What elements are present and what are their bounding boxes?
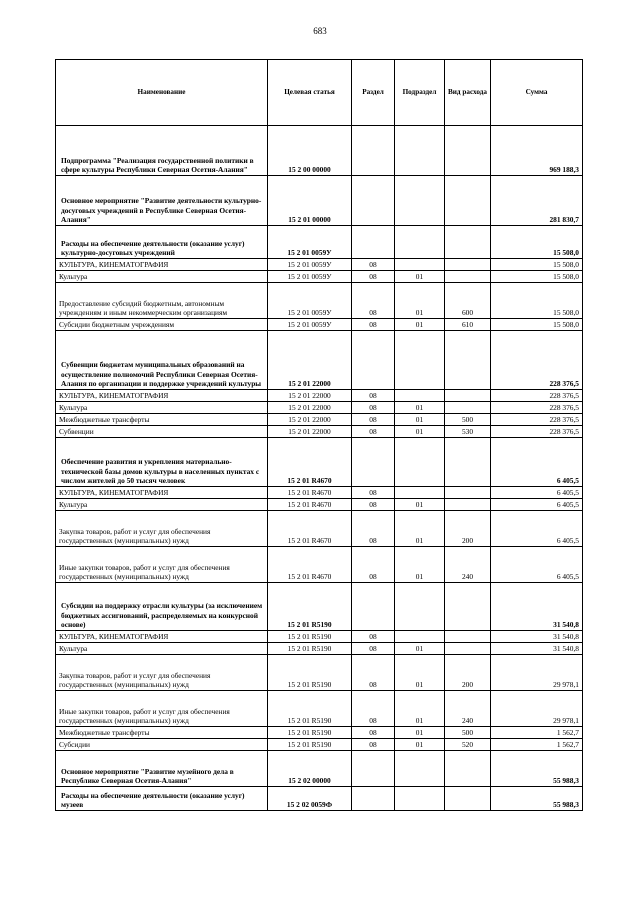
cell-name: Закупка товаров, работ и услуг для обеспечения государственных (муниципальных) нужд	[56, 511, 268, 547]
cell-type	[445, 271, 491, 283]
table-row	[56, 414, 583, 426]
cell-sum: 15 508,0	[491, 259, 583, 271]
table-row	[56, 511, 583, 547]
cell-section: 08	[352, 402, 395, 414]
cell-sum: 228 376,5	[491, 390, 583, 402]
cell-section: 08	[352, 691, 395, 727]
cell-name: КУЛЬТУРА, КИНЕМАТОГРАФИЯ	[56, 631, 268, 643]
cell-subsection: 01	[395, 283, 445, 319]
cell-subsection	[395, 583, 445, 631]
cell-section: 08	[352, 487, 395, 499]
table-row	[56, 426, 583, 438]
cell-name: Закупка товаров, работ и услуг для обеспечения государственных (муниципальных) нужд	[56, 655, 268, 691]
cell-code: 15 2 01 22000	[268, 331, 352, 390]
cell-code: 15 2 01 R5190	[268, 583, 352, 631]
cell-code: 15 2 01 R4670	[268, 487, 352, 499]
cell-subsection	[395, 176, 445, 226]
cell-type: 610	[445, 319, 491, 331]
cell-section	[352, 176, 395, 226]
cell-subsection	[395, 487, 445, 499]
cell-type	[445, 631, 491, 643]
cell-section	[352, 583, 395, 631]
cell-type	[445, 331, 491, 390]
cell-name: Иные закупки товаров, работ и услуг для обеспечения государственных (муниципальных) нужд	[56, 547, 268, 583]
table-row	[56, 727, 583, 739]
cell-sum: 228 376,5	[491, 414, 583, 426]
table-row	[56, 547, 583, 583]
cell-type: 200	[445, 655, 491, 691]
cell-type: 600	[445, 283, 491, 319]
cell-type: 500	[445, 414, 491, 426]
table-row	[56, 319, 583, 331]
cell-code: 15 2 01 R4670	[268, 499, 352, 511]
cell-name: Субсидии на поддержку отрасли культуры (за исключением бюджетных ассигнований, распределяемых на конкурсной основе)	[56, 583, 268, 631]
cell-code: 15 2 01 R4670	[268, 511, 352, 547]
cell-subsection	[395, 259, 445, 271]
cell-sum: 228 376,5	[491, 402, 583, 414]
cell-code: 15 2 02 00000	[268, 751, 352, 787]
cell-section: 08	[352, 727, 395, 739]
cell-name: Межбюджетные трансферты	[56, 414, 268, 426]
cell-subsection	[395, 126, 445, 176]
table-row	[56, 787, 583, 811]
table-row	[56, 751, 583, 787]
cell-subsection: 01	[395, 643, 445, 655]
cell-name: Субсидии	[56, 739, 268, 751]
cell-section: 08	[352, 414, 395, 426]
cell-code: 15 2 01 0059У	[268, 319, 352, 331]
cell-type: 200	[445, 511, 491, 547]
cell-section	[352, 751, 395, 787]
cell-sum: 1 562,7	[491, 727, 583, 739]
header-row	[56, 60, 583, 126]
cell-section: 08	[352, 511, 395, 547]
cell-name: Культура	[56, 271, 268, 283]
cell-sum: 55 988,3	[491, 751, 583, 787]
cell-type	[445, 259, 491, 271]
cell-type: 530	[445, 426, 491, 438]
cell-sum: 6 405,5	[491, 511, 583, 547]
cell-section: 08	[352, 271, 395, 283]
cell-section: 08	[352, 319, 395, 331]
cell-subsection: 01	[395, 319, 445, 331]
cell-sum: 15 508,0	[491, 226, 583, 259]
cell-type	[445, 438, 491, 487]
cell-type: 500	[445, 727, 491, 739]
cell-type	[445, 499, 491, 511]
cell-code: 15 2 01 22000	[268, 402, 352, 414]
cell-section: 08	[352, 259, 395, 271]
cell-sum: 55 988,3	[491, 787, 583, 811]
cell-subsection: 01	[395, 655, 445, 691]
cell-subsection	[395, 631, 445, 643]
cell-name: Подпрограмма "Реализация государственной политики в сфере культуры Республики Северная Осетия-Алания"	[56, 126, 268, 176]
cell-name: Расходы на обеспечение деятельности (оказание услуг) культурно-досуговых учреждений	[56, 226, 268, 259]
cell-subsection	[395, 226, 445, 259]
table-row	[56, 176, 583, 226]
cell-code: 15 2 01 R4670	[268, 547, 352, 583]
cell-section: 08	[352, 739, 395, 751]
cell-code: 15 2 01 22000	[268, 414, 352, 426]
cell-name: Основное мероприятие "Развитие деятельности культурно-досуговых учреждений в Республике Северная Осетия-Алания"	[56, 176, 268, 226]
cell-name: Обеспечение развития и укрепления материально-технической базы домов культуры в населенных пунктах с числом жителей до 50 тысяч человек	[56, 438, 268, 487]
cell-type	[445, 390, 491, 402]
cell-subsection: 01	[395, 402, 445, 414]
cell-type	[445, 402, 491, 414]
table-body	[56, 126, 583, 811]
cell-subsection: 01	[395, 271, 445, 283]
cell-type	[445, 487, 491, 499]
cell-sum: 31 540,8	[491, 583, 583, 631]
cell-sum: 1 562,7	[491, 739, 583, 751]
table-row	[56, 655, 583, 691]
cell-name: КУЛЬТУРА, КИНЕМАТОГРАФИЯ	[56, 259, 268, 271]
cell-sum: 6 405,5	[491, 499, 583, 511]
cell-name: Предоставление субсидий бюджетным, автономным учреждениям и иным некоммерческим организациям	[56, 283, 268, 319]
table-row	[56, 331, 583, 390]
header-sum: Сумма	[491, 60, 583, 126]
cell-section: 08	[352, 499, 395, 511]
cell-section: 08	[352, 547, 395, 583]
table-row	[56, 271, 583, 283]
table-row	[56, 643, 583, 655]
cell-code: 15 2 01 0059У	[268, 283, 352, 319]
cell-type: 240	[445, 547, 491, 583]
cell-type	[445, 787, 491, 811]
cell-code: 15 2 01 R5190	[268, 727, 352, 739]
cell-subsection: 01	[395, 499, 445, 511]
cell-type: 240	[445, 691, 491, 727]
header-code: Целевая статья	[268, 60, 352, 126]
cell-section	[352, 438, 395, 487]
cell-name: Субвенции	[56, 426, 268, 438]
cell-sum: 15 508,0	[491, 319, 583, 331]
cell-subsection	[395, 331, 445, 390]
cell-subsection: 01	[395, 739, 445, 751]
cell-sum: 29 978,1	[491, 691, 583, 727]
header-type: Вид расхода	[445, 60, 491, 126]
cell-subsection: 01	[395, 691, 445, 727]
table-row	[56, 438, 583, 487]
cell-sum: 31 540,8	[491, 643, 583, 655]
cell-subsection: 01	[395, 414, 445, 426]
cell-sum: 6 405,5	[491, 487, 583, 499]
table-row	[56, 691, 583, 727]
cell-code: 15 2 01 0059У	[268, 271, 352, 283]
cell-sum: 6 405,5	[491, 547, 583, 583]
cell-code: 15 2 01 R5190	[268, 631, 352, 643]
table-row	[56, 487, 583, 499]
cell-code: 15 2 01 R5190	[268, 655, 352, 691]
table-row	[56, 583, 583, 631]
cell-name: Расходы на обеспечение деятельности (оказание услуг) музеев	[56, 787, 268, 811]
cell-section: 08	[352, 426, 395, 438]
cell-code: 15 2 01 R4670	[268, 438, 352, 487]
cell-sum: 15 508,0	[491, 271, 583, 283]
cell-sum: 228 376,5	[491, 426, 583, 438]
table-row	[56, 390, 583, 402]
cell-name: Субсидии бюджетным учреждениям	[56, 319, 268, 331]
cell-type: 520	[445, 739, 491, 751]
cell-type	[445, 751, 491, 787]
cell-sum: 15 508,0	[491, 283, 583, 319]
cell-name: Культура	[56, 402, 268, 414]
cell-code: 15 2 01 22000	[268, 390, 352, 402]
cell-name: КУЛЬТУРА, КИНЕМАТОГРАФИЯ	[56, 487, 268, 499]
cell-section: 08	[352, 643, 395, 655]
cell-section: 08	[352, 283, 395, 319]
cell-code: 15 2 01 R5190	[268, 691, 352, 727]
cell-code: 15 2 01 00000	[268, 176, 352, 226]
cell-type	[445, 176, 491, 226]
cell-type	[445, 643, 491, 655]
cell-name: КУЛЬТУРА, КИНЕМАТОГРАФИЯ	[56, 390, 268, 402]
cell-subsection: 01	[395, 547, 445, 583]
cell-subsection	[395, 787, 445, 811]
page-number: 683	[313, 26, 327, 36]
table-row	[56, 499, 583, 511]
cell-code: 15 2 01 22000	[268, 426, 352, 438]
cell-name: Культура	[56, 499, 268, 511]
cell-sum: 969 188,3	[491, 126, 583, 176]
cell-code: 15 2 01 R5190	[268, 739, 352, 751]
cell-sum: 31 540,8	[491, 631, 583, 643]
cell-section	[352, 787, 395, 811]
cell-type	[445, 226, 491, 259]
cell-type	[445, 126, 491, 176]
cell-section: 08	[352, 631, 395, 643]
cell-name: Межбюджетные трансферты	[56, 727, 268, 739]
cell-name: Иные закупки товаров, работ и услуг для обеспечения государственных (муниципальных) нужд	[56, 691, 268, 727]
cell-subsection: 01	[395, 511, 445, 547]
cell-sum: 29 978,1	[491, 655, 583, 691]
cell-section: 08	[352, 655, 395, 691]
header-section: Раздел	[352, 60, 395, 126]
cell-name: Субвенции бюджетам муниципальных образований на осуществление полномочий Республики Северная Осетия-Алания по организации и поддержке учреждений культуры	[56, 331, 268, 390]
cell-subsection: 01	[395, 426, 445, 438]
table-row	[56, 402, 583, 414]
cell-code: 15 2 00 00000	[268, 126, 352, 176]
header-name: Наименование	[56, 60, 268, 126]
cell-section	[352, 331, 395, 390]
table-row	[56, 739, 583, 751]
cell-code: 15 2 01 0059У	[268, 259, 352, 271]
cell-sum: 228 376,5	[491, 331, 583, 390]
cell-subsection	[395, 438, 445, 487]
cell-section: 08	[352, 390, 395, 402]
cell-name: Основное мероприятие "Развитие музейного дела в Республике Северная Осетия-Алания"	[56, 751, 268, 787]
header-subsection: Подраздел	[395, 60, 445, 126]
cell-subsection	[395, 390, 445, 402]
cell-code: 15 2 01 0059У	[268, 226, 352, 259]
cell-subsection: 01	[395, 727, 445, 739]
table-row	[56, 631, 583, 643]
cell-sum: 6 405,5	[491, 438, 583, 487]
table-row	[56, 226, 583, 259]
budget-table	[55, 59, 583, 811]
cell-section	[352, 126, 395, 176]
cell-section	[352, 226, 395, 259]
cell-type	[445, 583, 491, 631]
table-row	[56, 259, 583, 271]
table-row	[56, 283, 583, 319]
cell-code: 15 2 02 0059Ф	[268, 787, 352, 811]
cell-sum: 281 830,7	[491, 176, 583, 226]
cell-subsection	[395, 751, 445, 787]
table-row	[56, 126, 583, 176]
cell-code: 15 2 01 R5190	[268, 643, 352, 655]
cell-name: Культура	[56, 643, 268, 655]
